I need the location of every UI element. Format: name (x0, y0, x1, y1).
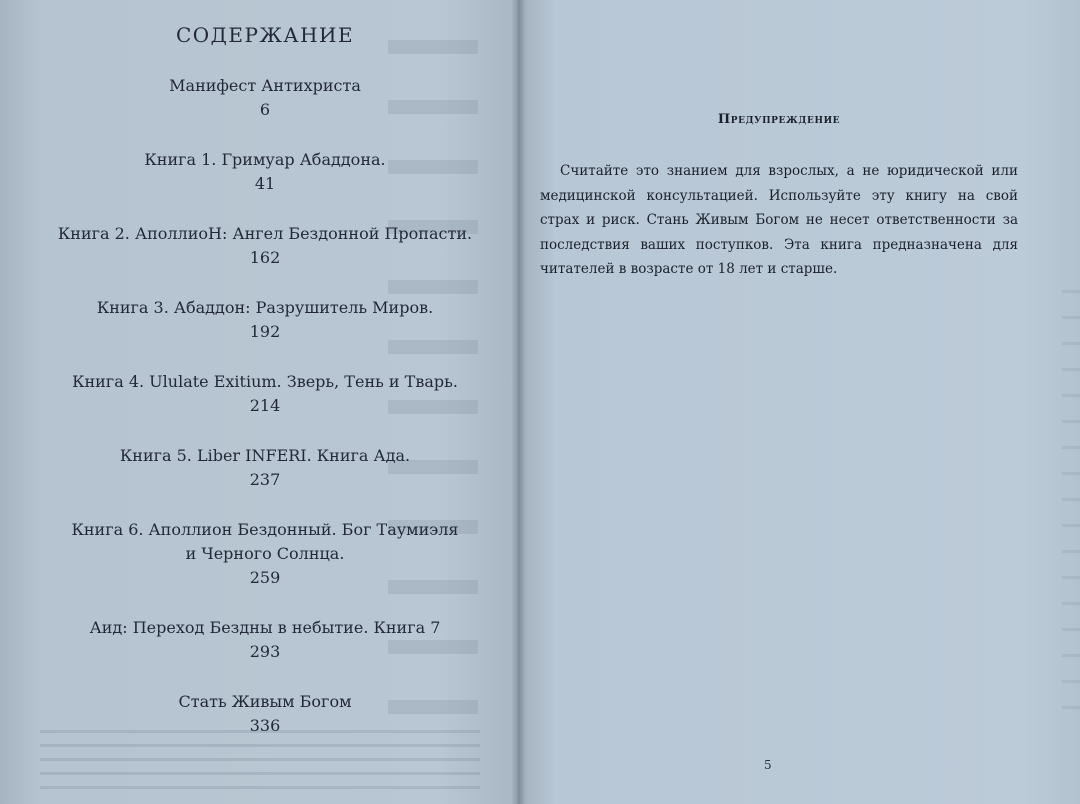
show-through-print-bottom (40, 730, 480, 790)
toc-entry (20, 616, 510, 664)
toc-heading: СОДЕРЖАНИЕ (175, 23, 355, 47)
warning-heading: Предупреждение (717, 112, 841, 127)
toc-entry-title: Книга 5. Liber INFERI. Книга Ада. (119, 446, 411, 465)
show-through-print-right (1062, 290, 1080, 730)
toc-entry (20, 222, 510, 270)
toc-entry-page: 336 (249, 716, 281, 735)
toc-entry-title-line-1: Книга 6. Аполлион Бездонный. Бог Таумиэля (71, 520, 459, 539)
toc-entry (20, 518, 510, 590)
toc-entry-page: 214 (249, 396, 281, 415)
toc-entry (20, 148, 510, 196)
toc-entry-page: 162 (249, 248, 281, 267)
toc-entry (20, 444, 510, 492)
table-of-contents (20, 22, 510, 738)
toc-entry (20, 296, 510, 344)
toc-entry-page: 41 (254, 174, 276, 193)
toc-entry-page: 6 (259, 100, 271, 119)
toc-entry (20, 74, 510, 122)
warning-text: Считайте это знанием для взрослых, а не юридической или медицинской консультацией. Используйте эту книгу на свой страх и риск. Стань Живым Богом не несет ответственности за последствия ваших поступков. Эта книга предназначена для читателей в возрасте от 18 лет и старше. (540, 163, 1018, 277)
toc-entry (20, 690, 510, 738)
toc-entry-title: Книга 4. Ululate Exitium. Зверь, Тень и Тварь. (72, 372, 458, 391)
toc-entry-page: 259 (249, 568, 281, 587)
toc-entry-title: Книга 3. Абаддон: Разрушитель Миров. (96, 298, 434, 317)
toc-entry-title: Книга 2. АполлиоН: Ангел Бездонной Пропасти. (57, 224, 473, 243)
toc-entry-title: Стать Живым Богом (178, 692, 352, 711)
warning-section (540, 112, 1018, 282)
toc-entry-page: 293 (249, 642, 281, 661)
toc-entry-title: Манифест Антихриста (169, 76, 361, 95)
toc-entry-page: 237 (249, 470, 281, 489)
toc-entry (20, 370, 510, 418)
toc-entry-page: 192 (249, 322, 281, 341)
toc-entry-title: Аид: Переход Бездны в небытие. Книга 7 (89, 618, 441, 637)
page-number: 5 (764, 758, 772, 772)
book-gutter (510, 0, 526, 804)
toc-entry-title: Книга 1. Гримуар Абаддона. (144, 150, 386, 169)
toc-entry-title-line-2: и Черного Солнца. (185, 544, 345, 563)
